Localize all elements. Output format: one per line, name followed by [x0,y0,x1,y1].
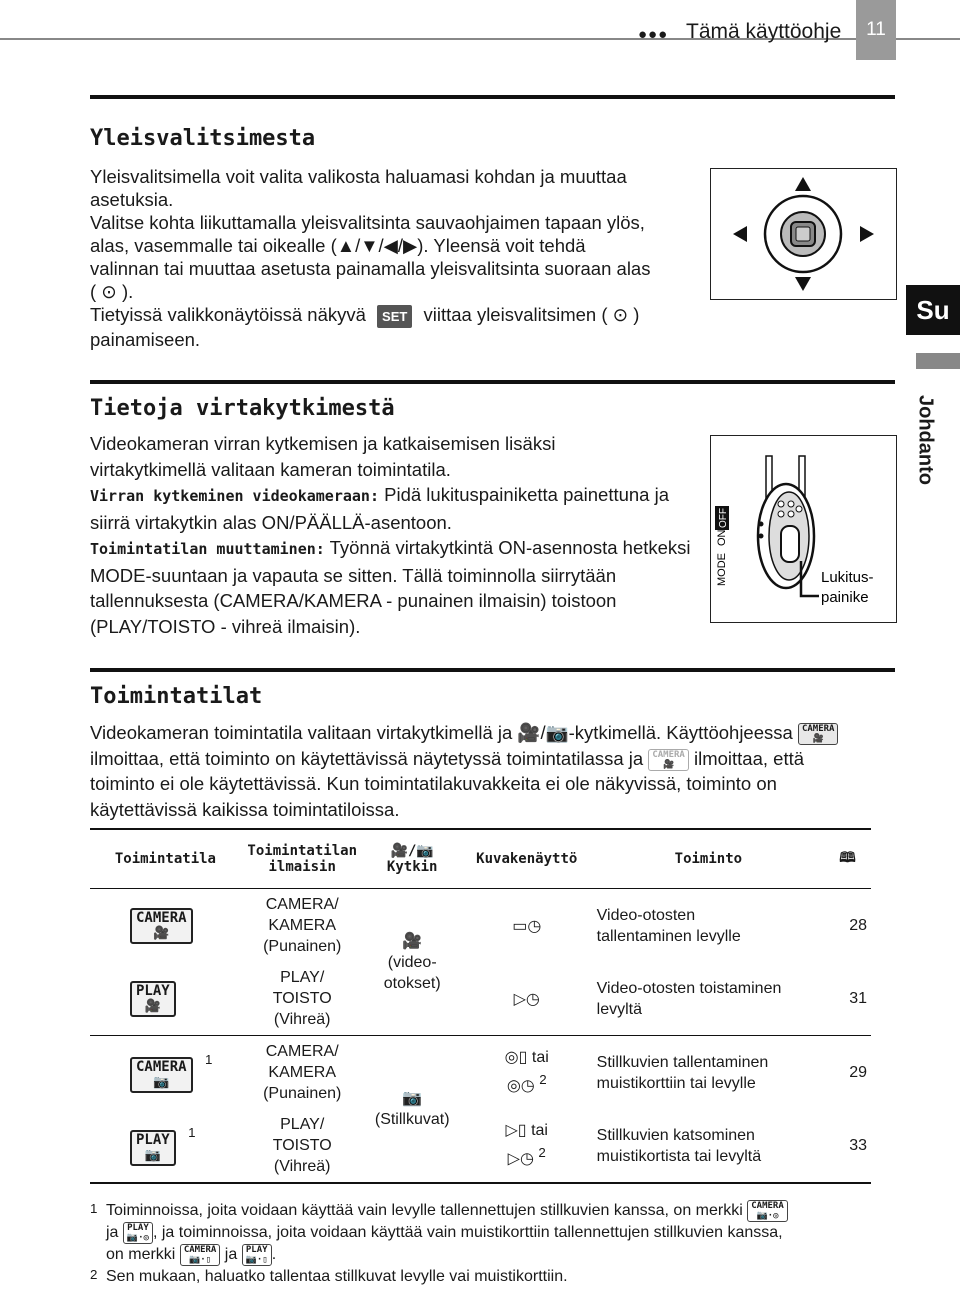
movie-photo-icon: 🎥/📷 [390,843,434,859]
photo-icon: 📷 [402,1090,423,1107]
lock-button-label-2: painike [821,589,869,606]
arrow-right-icon [860,226,874,242]
power-switch-diagram [711,436,896,622]
modes-heading: Toimintatilat [90,684,263,709]
movie-icon: 🎥 [402,932,423,950]
joystick-diagram [711,169,896,299]
switch-movie-cell: 🎥 (video- otokset) [364,889,461,1036]
page-number: 11 [856,0,896,60]
section-rule [90,380,895,384]
section-label: Johdanto [914,395,937,485]
section-rule [90,668,895,672]
power-switch-figure [710,435,897,623]
section-tab-marker [916,353,960,369]
arrow-down-icon [795,277,811,291]
play-photo-badge: PLAY 📷 [130,1130,176,1166]
arrow-left-icon [733,226,747,242]
power-heading: Tietoja virtakytkimestä [90,396,395,421]
col-operation: Toiminto [593,829,824,889]
page-ref: 31 [824,962,871,1036]
header-title: Tämä käyttöohje [686,20,842,43]
screen-icon: ▷▯ [505,1122,527,1140]
arrow-up-icon [795,177,811,191]
section-rule [90,95,895,99]
switch-still-cell: 📷 (Stillkuvat) [364,1036,461,1184]
screen-icon: ◎◷ [506,1077,535,1095]
table-row: PLAY 🎥 PLAY/ TOISTO (Vihreä) ▷◷ Video-otosten toistaminen levyltä 31 [90,962,871,1036]
table-header-row [90,829,871,889]
screen-icon: ▷◷ [461,962,593,1036]
footnote-ref: 1 [188,1125,196,1141]
camera-disc-icon: CAMERA 📷·◎ [747,1200,788,1222]
play-movie-badge: PLAY 🎥 [130,981,176,1017]
page-ref: 33 [824,1109,871,1183]
joystick-figure [710,168,897,300]
table-row: CAMERA 🎥 CAMERA/ KAMERA (Punainen) 🎥 (video- otokset) ▭◷ Video-otosten tallentaminen levylle 28 [90,889,871,963]
page-ref: 29 [849,1063,867,1081]
language-tab[interactable]: Su [906,285,960,335]
modes-table [90,828,871,1184]
screen-icon: ◎▯ [504,1049,528,1067]
header-dots: ●●● [638,26,669,43]
lock-button-label-1: Lukitus- [821,569,874,586]
page-ref: 28 [849,916,867,934]
camera-card-icon: CAMERA 📷·▯ [180,1244,221,1266]
book-icon: 🕮 [824,829,871,889]
modes-text: Videokameran toimintatila valitaan virtakytkimellä ja 🎥/📷-kytkimellä. Käyttöohjeessa CAMERA 🎥 ilmoittaa, että toiminto on käytettävissä näytetyssä toimintatilassa ja CAMERA 🎥 ilmoittaa, että toiminto ei ole käytettävissä. Kun toimintatilakuvakkeita ei ole näkyvissä, toiminto on käytettävissä kaikissa toimintatiloissa. [90,720,890,822]
screen-icon: ▷◷ [507,1150,534,1168]
screen-icon: ▭◷ [512,917,542,935]
camera-movie-badge: CAMERA 🎥 [130,908,193,944]
table-row: CAMERA 📷 $^1$ CAMERA/ KAMERA (Punainen) 📷 (Stillkuvat) ◎▯ tai ◎◷ $^2$ Stillkuvien tallentaminen muistikorttiin tai levylle 29 [90,1036,871,1110]
col-mode: Toimintatila [90,829,241,889]
camera-photo-badge: CAMERA 📷 [130,1057,193,1093]
mode-label: MODE [716,553,728,586]
play-disc-icon: PLAY 📷·◎ [123,1222,153,1244]
footnote-number: 1 [90,1201,98,1216]
table-row: PLAY 📷 $^1$ PLAY/ TOISTO (Vihreä) ▷▯ tai ▷◷ $^2$ Stillkuvien katsominen muistikortista tai levyltä 33 [90,1109,871,1183]
footnote-number: 2 [90,1267,98,1282]
joystick-text: Yleisvalitsimella voit valita valikosta haluamasi kohdan ja muuttaa asetuksia. Valitse kohta liikuttamalla yleisvalitsinta sauvaohjaimen tapaan ylös, alas, vasemmalle tai oikealle (▲/▼/◀/▶). Yleensä voit tehdä valinnan tai muuttaa asetusta painamalla yleisvalitsinta suoraan alas ( ⊙ ). Tietyissä valikkonäytöissä näkyvä SET viittaa yleisvalitsimen ( ⊙ ) painamiseen. [90,166,651,350]
power-text: Videokameran virran kytkemisen ja katkaisemisen lisäksi virtakytkimellä valitaan kameran toimintatila. Virran kytkeminen videokameraan: Pidä lukituspainiketta painettuna ja siirrä virtakytkin alas ON/PÄÄLLÄ-asentoon. Toimintatilan muuttaminen: Työnnä virtakytkintä ON-asennosta hetkeksi MODE-suuntaan ja vapauta se sitten. Tällä toiminnolla siirrytään tallennuksesta (CAMERA/KAMERA - punainen ilmaisin) toistoon (PLAY/TOISTO - vihreä ilmaisin). [90,433,691,637]
play-card-icon: PLAY 📷·▯ [242,1244,272,1266]
off-label: OFF [718,508,729,528]
footnote-ref: 1 [205,1052,213,1068]
camera-movie-mode-icon: CAMERA 🎥 [798,723,839,745]
col-indicator: Toimintatilan ilmaisin [241,829,364,889]
set-badge: SET [377,305,412,328]
on-label: ON [716,529,728,546]
col-switch: 🎥/📷 Kytkin [364,829,461,889]
joystick-heading: Yleisvalitsimesta [90,126,316,151]
footnotes: 1 Toiminnoissa, joita voidaan käyttää vain levylle tallennettujen stillkuvien kanssa, on merkki CAMERA 📷·◎ ja PLAY 📷·◎ , ja toiminnoissa, joita voidaan käyttää vain muistikorttiin tallennettujen stillkuvien kanssa, on merkki CAMERA 📷·▯ ja PLAY 📷·▯ . 2 Sen mukaan, haluatko tallentaa stillkuvat levylle vai muistikorttiin. [90,1200,895,1287]
camera-movie-mode-disabled-icon: CAMERA 🎥 [648,749,689,771]
col-screen-icon: Kuvakenäyttö [461,829,593,889]
movie-photo-icon: 🎥/📷 [517,722,569,743]
